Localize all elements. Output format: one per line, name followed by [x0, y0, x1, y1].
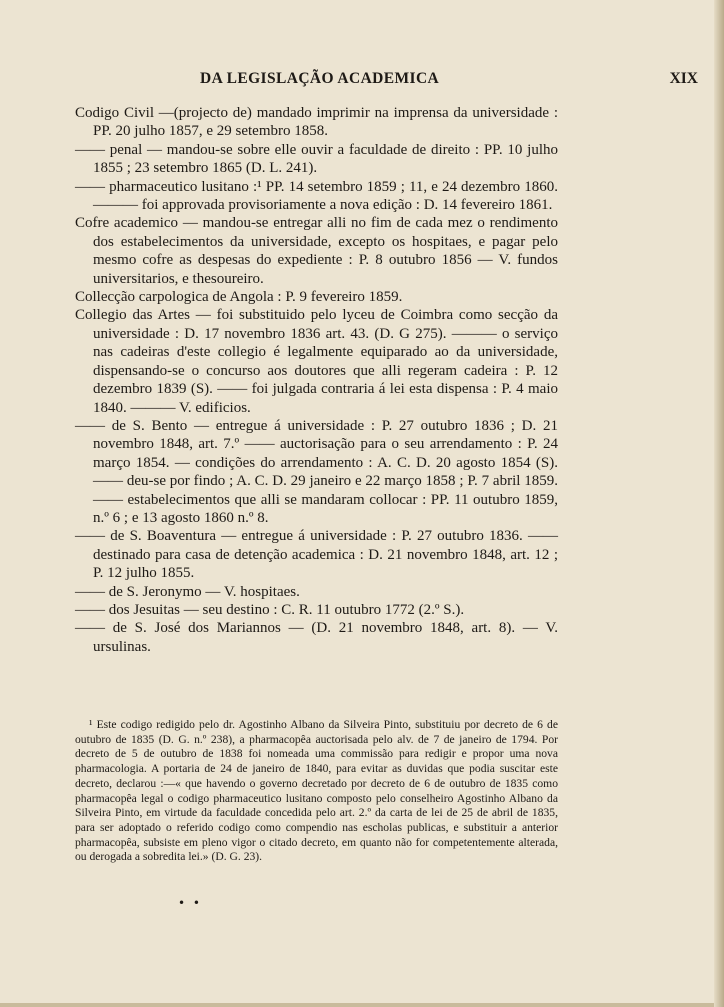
entry-colleccao-carpologica: Collecção carpologica de Angola : P. 9 fevereiro 1859.: [75, 289, 403, 306]
entry-codigo-penal: —— penal — mandou-se sobre elle ouvir a faculdade de direito : PP. 10 julho 1855 ; 23 setembro 1865 (D. L. 241).: [75, 141, 558, 177]
entry-codigo-pharmaceutico: —— pharmaceutico lusitano :¹ PP. 14 setembro 1859 ; 11, e 24 dezembro 1860. ——— foi approvada provisoriamente a nova edição : D. 14 fevereiro 1861.: [75, 178, 558, 214]
page-ornament: • •: [178, 896, 202, 910]
entry-collegio-das-artes: Collegio das Artes — foi substituido pelo lyceu de Coimbra como secção da universidade : D. 17 novembro 1836 art. 43. (D. G 275). ——— o serviço nas cadeiras d'este collegio é legalmente equiparado ao da universidade, dispensando-se o concurso aos doutores que alli regeram cadeira : P. 12 dezembro 1839 (S). —— foi julgada contraria á lei esta dispensa : P. 4 maio 1840. ——— V. edificios.: [75, 307, 558, 416]
running-title: DA LEGISLAÇÃO ACADEMICA: [200, 70, 440, 87]
entry-collegio-s-boaventura: —— de S. Boaventura — entregue á universidade : P. 27 outubro 1836. —— destinado para casa de detenção academica : D. 21 novembro 1848, art. 12 ; P. 12 julho 1855.: [75, 528, 558, 582]
page-edge-shadow: [714, 0, 724, 1007]
page-number: XIX: [669, 70, 698, 87]
page-header: [75, 70, 698, 92]
entry-collegio-s-jeronymo: —— de S. Jeronymo — V. hospitaes.: [75, 583, 300, 600]
footnote-text: ¹ Este codigo redigido pelo dr. Agostinho Albano da Silveira Pinto, substituiu por decreto de 6 de outubro de 1835 (D. G. n.º 238), a pharmacopêa auctorisada pelo alv. de 7 de janeiro de 1794. Por decreto de 5 de outubro de 1838 foi nomeada uma commissão para redigir e propor uma nova pharmacologia. A portaria de 24 de janeiro de 1840, para evitar as duvidas que podia suscitar este decreto, declarou :—« que havendo o governo decretado por decreto de 6 de outubro de 1835 como pharmacopêa legal o codigo pharmaceutico lusitano composto pelo conselheiro Agostinho Albano da Silveira Pinto, em virtude da faculdade concedida pelo art. 2.º da carta de lei de 25 de abril de 1835, para ser adoptado o referido codigo como compendio nas escholas publicas, e substituir a anterior pharmacopêa, subsiste em pleno vigor o citado decreto, em quanto não for competentemente alterada, ou derogada a sobredita lei.» (D. G. 23).: [75, 718, 558, 864]
index-entries: [75, 104, 558, 656]
footnote: [75, 718, 558, 865]
entry-cofre-academico: Cofre academico — mandou-se entregar alli no fim de cada mez o rendimento dos estabelecimentos da universidade, excepto os hospitaes, e pagar pelo mesmo cofre as despesas do expediente : P. 8 outubro 1856 — V. fundos universitarios, e thesoureiro.: [75, 215, 558, 287]
entry-codigo-civil: Codigo Civil —(projecto de) mandado imprimir na imprensa da universidade : PP. 20 julho 1857, e 29 setembro 1858.: [75, 105, 558, 140]
entry-collegio-jesuitas: —— dos Jesuitas — seu destino : C. R. 11 outubro 1772 (2.º S.).: [75, 601, 465, 618]
entry-collegio-s-jose-mariannos: —— de S. José dos Mariannos — (D. 21 novembro 1848, art. 8). — V. ursulinas.: [75, 620, 558, 655]
entry-collegio-s-bento: —— de S. Bento — entregue á universidade : P. 27 outubro 1836 ; D. 21 novembro 1848, art. 7.º —— auctorisação para o seu arrendamento : P. 24 março 1854. — condições do arrendamento : A. C. D. 20 agosto 1854 (S). —— deu-se por findo ; A. C. D. 29 janeiro e 22 março 1858 ; P. 7 abril 1859. —— estabelecimentos que alli se mandaram collocar : PP. 11 outubro 1859, n.º 6 ; e 13 agosto 1860 n.º 8.: [75, 417, 558, 526]
